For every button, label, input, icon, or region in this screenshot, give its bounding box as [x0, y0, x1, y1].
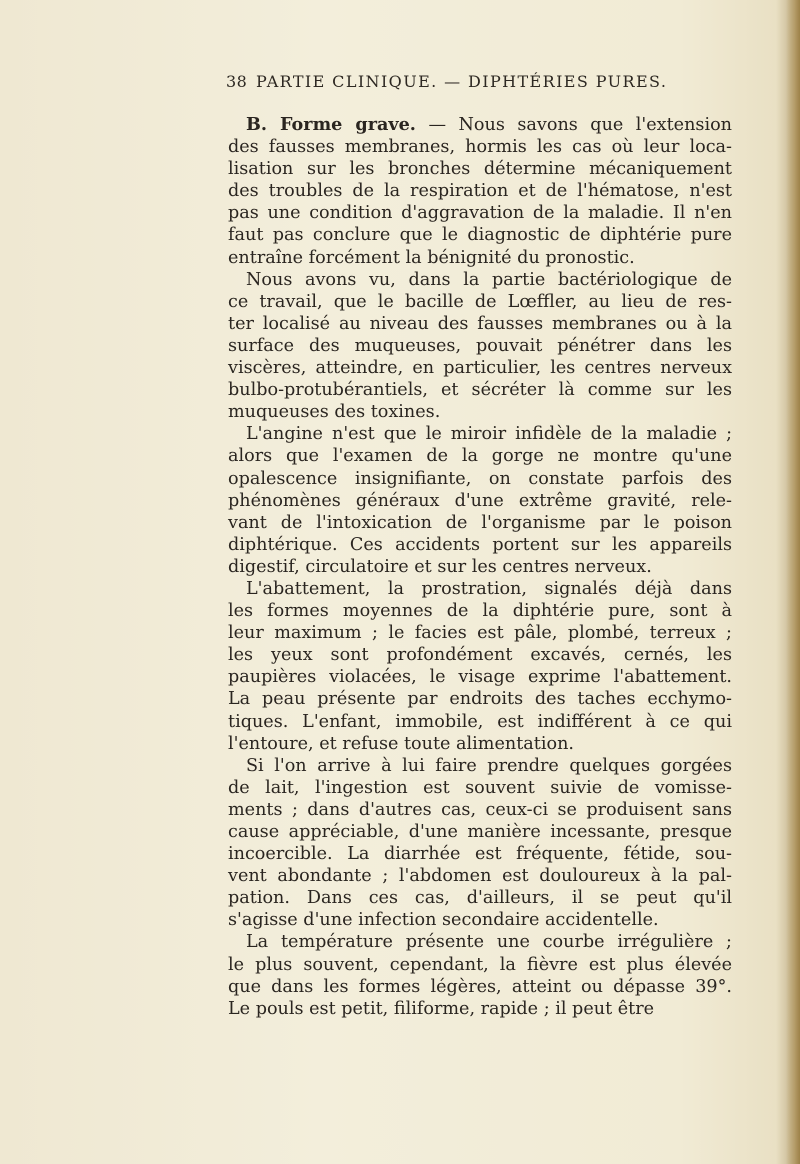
text-line-content: de lait, l'ingestion est souvent suivie de vomisse-	[228, 777, 732, 798]
text-line	[228, 688, 732, 710]
text-line	[228, 202, 732, 224]
text-line-content: Le pouls est petit, filiforme, rapide ; il peut être	[228, 998, 655, 1019]
text-line-content: La peau présente par endroits des taches ecchymo-	[228, 689, 732, 710]
text-line	[228, 644, 732, 666]
text-line	[228, 158, 732, 180]
text-line-content: des troubles de la respiration et de l'hématose, n'est	[228, 181, 732, 202]
text-line-content: viscères, atteindre, en particulier, les centres nerveux	[228, 358, 732, 379]
text-line-content: incoercible. La diarrhée est fréquente, fétide, sou-	[228, 844, 732, 865]
text-line	[228, 998, 732, 1020]
text-line	[228, 224, 732, 246]
text-line	[228, 666, 732, 688]
text-line	[228, 534, 732, 556]
text-line-content: phénomènes généraux d'une extrême gravité, rele-	[228, 490, 732, 511]
text-line	[228, 843, 732, 865]
text-line-content: vent abondante ; l'abdomen est douloureux à la pal-	[228, 866, 732, 887]
text-line	[228, 401, 732, 423]
text-line	[228, 357, 732, 379]
text-line-content: les formes moyennes de la diphtérie pure, sont à	[228, 601, 732, 622]
text-line	[228, 931, 732, 953]
text-line-content: La température présente une courbe irrégulière ;	[246, 932, 732, 953]
text-line-content: lisation sur les bronches détermine mécaniquement	[228, 159, 732, 180]
text-line-content: bulbo-protubérantiels, et sécréter là comme sur les	[228, 380, 732, 401]
text-line-content: L'abattement, la prostration, signalés déjà dans	[246, 578, 732, 599]
text-line	[228, 247, 732, 269]
text-line-content: pation. Dans ces cas, d'ailleurs, il se peut qu'il	[228, 888, 732, 909]
text-line-content: s'agisse d'une infection secondaire accidentelle.	[228, 910, 659, 931]
text-line	[228, 269, 732, 291]
text-line	[228, 379, 732, 401]
text-line-content: des fausses membranes, hormis les cas où leur loca-	[228, 137, 732, 158]
page-number: 38	[226, 72, 248, 91]
text-line	[228, 136, 732, 158]
text-line-content: ter localisé au niveau des fausses membranes ou à la	[228, 313, 732, 334]
text-line	[228, 490, 732, 512]
text-line	[228, 711, 732, 733]
text-line-content: entraîne forcément la bénignité du pronostic.	[228, 247, 635, 268]
text-line	[228, 468, 732, 490]
text-line	[228, 954, 732, 976]
text-line-content: digestif, circulatoire et sur les centres nerveux.	[228, 556, 652, 577]
text-line-content: vant de l'intoxication de l'organisme par le poison	[228, 512, 732, 533]
text-line	[228, 556, 732, 578]
text-line	[228, 622, 732, 644]
text-line-content: les yeux sont profondément excavés, cernés, les	[228, 645, 732, 666]
text-line-content: tiques. L'enfant, immobile, est indifférent à ce qui	[228, 711, 732, 732]
text-line-content: surface des muqueuses, pouvait pénétrer dans les	[228, 335, 732, 356]
page-edge-shadow	[786, 0, 800, 1164]
text-line-content: le plus souvent, cependant, la fièvre est plus élevée	[228, 954, 732, 975]
text-line	[228, 755, 732, 777]
section-label: B. Forme grave.	[246, 114, 416, 135]
text-line-content: ments ; dans d'autres cas, ceux-ci se produisent sans	[228, 799, 732, 820]
text-line-content: l'entoure, et refuse toute alimentation.	[228, 733, 574, 754]
text-line	[228, 291, 732, 313]
text-line-content: muqueuses des toxines.	[228, 402, 441, 423]
text-line-content: Si l'on arrive à lui faire prendre quelques gorgées	[246, 755, 732, 776]
text-line-content: que dans les formes légères, atteint ou dépasse 39°.	[228, 976, 732, 997]
text-line	[228, 335, 732, 357]
text-line-content: alors que l'examen de la gorge ne montre qu'une	[228, 446, 732, 467]
text-line-content: leur maximum ; le facies est pâle, plombé, terreux ;	[228, 623, 732, 644]
text-line	[228, 600, 732, 622]
text-lines	[228, 136, 732, 1020]
section-first-line: — Nous savons que l'extension	[415, 115, 732, 135]
text-line	[228, 313, 732, 335]
text-line	[228, 821, 732, 843]
text-line	[228, 578, 732, 600]
text-line	[228, 733, 732, 755]
text-line	[228, 180, 732, 202]
text-line-content: diphtérique. Ces accidents portent sur les appareils	[228, 534, 732, 555]
text-line	[228, 512, 732, 534]
text-line-content: Nous avons vu, dans la partie bactériologique de	[246, 269, 732, 290]
page-header	[0, 72, 800, 96]
text-line-content: paupières violacées, le visage exprime l'abattement.	[228, 667, 732, 688]
text-line	[228, 423, 732, 445]
text-line	[228, 887, 732, 909]
body-text	[228, 114, 732, 1020]
text-line-content: L'angine n'est que le miroir infidèle de la maladie ;	[246, 424, 732, 445]
text-line-content: opalescence insignifiante, on constate parfois des	[228, 468, 732, 489]
text-line	[228, 909, 732, 931]
text-line	[228, 976, 732, 998]
text-line-content: faut pas conclure que le diagnostic de diphtérie pure	[228, 225, 732, 246]
text-line	[228, 799, 732, 821]
text-line-content: pas une condition d'aggravation de la maladie. Il n'en	[228, 203, 732, 224]
text-line	[228, 777, 732, 799]
text-line-content: cause appréciable, d'une manière incessante, presque	[228, 822, 732, 842]
section-heading-line	[228, 114, 732, 136]
running-head: PARTIE CLINIQUE. — DIPHTÉRIES PURES.	[256, 72, 668, 91]
text-line	[228, 445, 732, 467]
text-line-content: ce travail, que le bacille de Lœffler, au lieu de res-	[228, 291, 732, 312]
text-line	[228, 865, 732, 887]
